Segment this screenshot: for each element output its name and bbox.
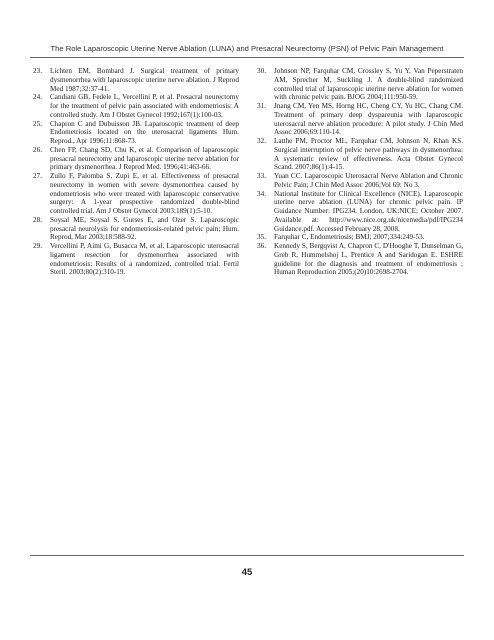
reference-number: 31. (257, 102, 266, 110)
reference-item (33, 146, 239, 172)
reference-item (257, 233, 463, 242)
reference-number: 23. (33, 67, 42, 75)
reference-item (33, 242, 239, 277)
reference-number: 36. (257, 242, 266, 250)
footer-rule (30, 555, 464, 556)
reference-item (33, 216, 239, 242)
reference-text: Candiani GB, Fedele L, Vercellini P, et al. Presacral neurectomy for the treatment of pelvic pain associated with endometriosis: A controlled study. Am J Obstet Gynecol 1992;167(1):100-03. (50, 93, 239, 119)
reference-text: Yuan CC. Laparoscopic Uterosacral Nerve Ablation and Chronic Pelvic Pain; J Chin Med Assoc 2006;Vol 69: No 3. (274, 172, 463, 189)
reference-number: 33. (257, 172, 266, 180)
reference-text: Soysal ME, Soysal S, Gurses E, and Ozer S. Laparoscopic presacral neurolysis for endometriosis-related pelvic pain; Hum. Reprod, Mar 2003;18:588-92. (50, 215, 239, 242)
header-rule (30, 57, 464, 58)
reference-item (257, 190, 463, 234)
reference-item (257, 102, 463, 137)
reference-text: Zullo F, Palomba S, Zupi E, et al. Effectiveness of presacral neurectomy in women with severe dysmenorrhea caused by endometriosis who were treated with laparoscopic conservative surgery: A 1-year prospective randomized double-blind controlled trial. Am J Obstet Gynecol 2003;189(1):5-10. (50, 172, 239, 215)
reference-item (257, 172, 463, 190)
reference-item (33, 67, 239, 93)
page-number: 45 (241, 567, 253, 578)
reference-number: 29. (33, 242, 42, 250)
reference-number: 27. (33, 172, 42, 180)
reference-text: Farquhar C, Endometriosis; BMJ; 2007;334:249-53. (274, 233, 425, 242)
reference-item (257, 242, 463, 277)
reference-item (33, 93, 239, 119)
reference-number: 26. (33, 145, 42, 154)
reference-text: Johnson NP, Farquhar CM, Crossley S, Yu Y, Van Peperstraten AM, Sprecher M, Suckling J. A double-blind randomized controlled trial of laparoscopic uterine nerve ablation for women with chronic pelvic pain. BJOG 2004;111:950-59. (274, 67, 463, 102)
reference-text: National Institute for Clinical Excellence (NICE). Laparoscopic uterine nerve ablation (LUNA) for chronic pelvic pain. IP Guidance Number: IPG234. London, UK:NICE; October 2007. Available at: http://www.nice.org.uk/nicemedia/pdf/IPG234 Guidance.pdf. Accessed February 28, 2008. (274, 189, 463, 233)
running-header-title: The Role Laparoscopic Uterine Nerve Ablation (LUNA) and Presacral Neurectomy (PSN) of Pelvic Pain Management (50, 44, 444, 53)
reference-text: Chen FP, Chang SD, Chu K, et al. Comparison of laparoscopic presacral neurectomy and laparoscopic uterine nerve ablation for primary dysmenorrhea. J Reprod Med. 1996;41:463-66. (50, 145, 239, 172)
reference-text: Jnang CM, Yen MS, Horng HC, Cheng CY, Yu HC, Chang CM. Treatment of primary deep dyspareunia with laparoscopic uterosacral nerve ablation procedure: A pilot study. J Chin Med Assoc 2006;69:110-14. (274, 102, 463, 137)
reference-item (33, 172, 239, 216)
reference-number: 35. (257, 233, 266, 242)
reference-item (33, 120, 239, 146)
reference-number: 24. (33, 93, 42, 102)
reference-item (257, 67, 463, 102)
reference-text: Lichten EM, Bombard J. Surgical treatment of primary dysmenorrhea with laparoscopic uterine nerve ablation. J Reprod Med 1987;32:37-41. (50, 67, 239, 93)
reference-number: 32. (257, 137, 266, 145)
reference-number: 28. (33, 215, 42, 224)
references-column-left (33, 67, 239, 277)
reference-item (257, 137, 463, 172)
reference-text: Kennedy S, Bergqvist A, Chapron C, D'Hooghe T, Dunselman G, Greb R, Hummelshoj L, Prentice A and Saridogan E. ESHRE guideline for the diagnosis and treatment of endometriosis ; Human Reproduction 2005;(20)10:2698-2704. (274, 242, 463, 277)
reference-number: 30. (257, 67, 266, 75)
reference-number: 34. (257, 189, 266, 198)
reference-number: 25. (33, 119, 42, 128)
reference-text: Vercellini P, Aimi G, Busacca M, et al. Laparoscopic uterosacral ligament resection for dysmenorrhea associated with endometriosis: Results of a randomized, controlled trial. Fertil Steril. 2003;80(2):310-19. (50, 242, 239, 277)
reference-text: Latthe PM, Proctor ML, Farquhar CM, Johnson N, Khan KS. Surgical interruption of pelvic nerve pathways in dysmenorrhea: A systematic review of effectiveness. Acta Obstet Gynecol Scand. 2007;86(1):4-15. (274, 137, 463, 172)
reference-text: Chapron C and Dubuisson JB. Laparoscopic treatment of deep Endometriosis located on the uterosacral ligaments Hum. Reprod., Apr 1996;11:868-73. (50, 119, 239, 145)
references-column-right (257, 67, 463, 277)
